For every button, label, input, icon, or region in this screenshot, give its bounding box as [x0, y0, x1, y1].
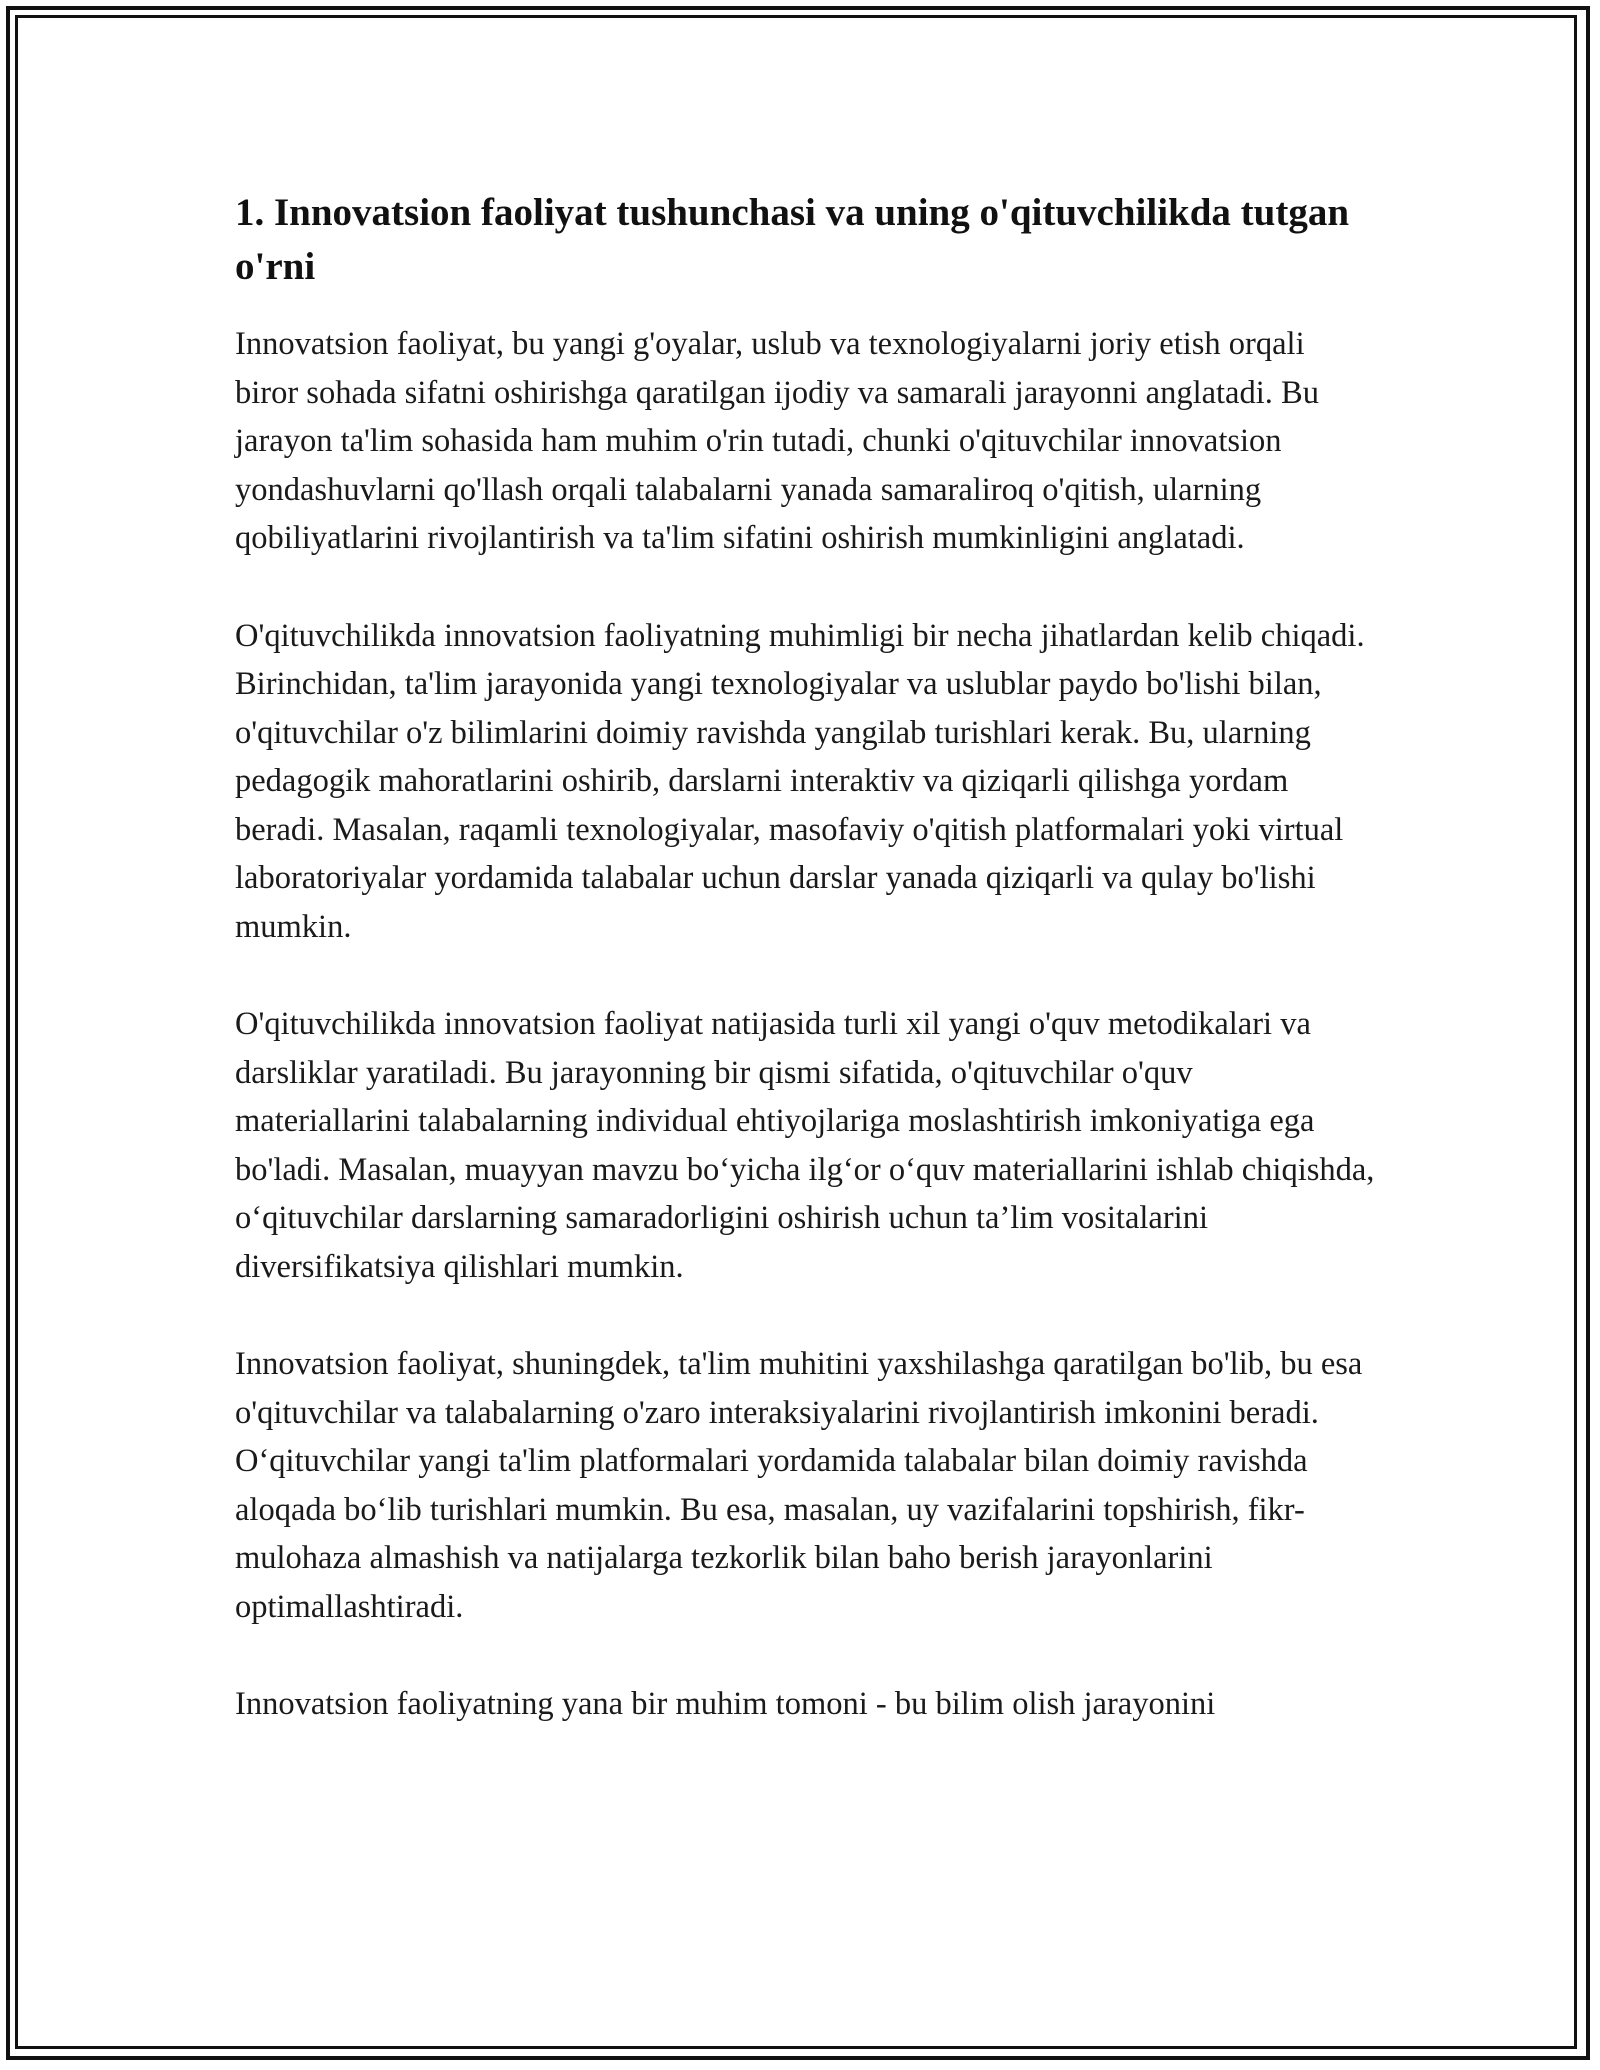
paragraph-5: Innovatsion faoliyatning yana bir muhim tomoni - bu bilim olish jarayonini: [235, 1686, 1216, 1722]
paragraph-4: Innovatsion faoliyat, shuningdek, ta'lim muhitini yaxshilashga qaratilgan bo'lib, bu esa o'qituvchilar va talabalarning o'zaro interaksiyalarini rivojlantirish imkonini beradi. O‘qituvchilar yangi ta'lim platformalari yordamida talabalar bilan doimiy ravishda aloqada bo‘lib turishlari mumkin. Bu esa, masalan, uy vazifalarini topshirish, fikr-mulohaza almashish va natijalarga tezkorlik bilan baho berish jarayonlarini optimallashtiradi.: [235, 1346, 1363, 1625]
section-heading: 1. Innovatsion faoliyat tushunchasi va uning o'qituvchilikda tutgan o'rni: [235, 191, 1350, 288]
document-page: [235, 186, 1375, 1778]
paragraph-3: O'qituvchilikda innovatsion faoliyat natijasida turli xil yangi o'quv metodikalari va darsliklar yaratiladi. Bu jarayonning bir qismi sifatida, o'qituvchilar o'quv materiallarini talabalarning individual ehtiyojlariga moslashtirish imkoniyatiga ega bo'ladi. Masalan, muayyan mavzu bo‘yicha ilg‘or o‘quv materiallarini ishlab chiqishda, o‘qituvchilar darslarning samaradorligini oshirish uchun ta’lim vositalarini diversifikatsiya qilishlari mumkin.: [235, 1006, 1375, 1285]
paragraph-1: Innovatsion faoliyat, bu yangi g'oyalar, uslub va texnologiyalarni joriy etish orqali biror sohada sifatni oshirishga qaratilgan ijodiy va samarali jarayonni anglatadi. Bu jarayon ta'lim sohasida ham muhim o'rin tutadi, chunki o'qituvchilar innovatsion yondashuvlarni qo'llash orqali talabalarni yanada samaraliroq o'qitish, ularning qobiliyatlarini rivojlantirish va ta'lim sifatini oshirish mumkinligini anglatadi.: [235, 326, 1319, 556]
paragraph-2: O'qituvchilikda innovatsion faoliyatning muhimligi bir necha jihatlardan kelib chiqadi. Birinchidan, ta'lim jarayonida yangi texnologiyalar va uslublar paydo bo'lishi bilan, o'qituvchilar o'z bilimlarini doimiy ravishda yangilab turishlari kerak. Bu, ularning pedagogik mahoratlarini oshirib, darslarni interaktiv va qiziqarli qilishga yordam beradi. Masalan, raqamli texnologiyalar, masofaviy o'qitish platformalari yoki virtual laboratoriyalar yordamida talabalar uchun darslar yanada qiziqarli va qulay bo'lishi mumkin.: [235, 617, 1365, 945]
